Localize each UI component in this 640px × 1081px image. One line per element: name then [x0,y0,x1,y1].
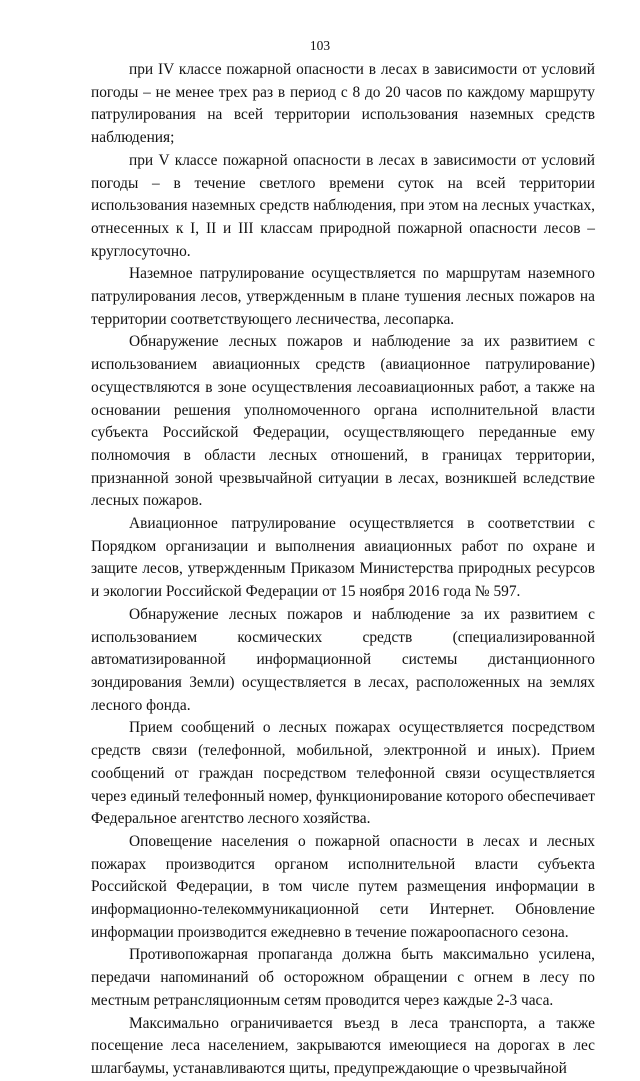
page-number: 103 [309,38,331,53]
paragraph-5: Авиационное патрулирование осуществляется в соответствии с Порядком организации и выполнения авиационных работ по охране и защите лесов, утвержденным Приказом Министерства природных ресурсов и экологии Российской Федерации от 15 ноября 2016 года № 597. [91,515,595,601]
paragraph-3: Наземное патрулирование осуществляется по маршрутам наземного патрулирования лесов, утвержденным в плане тушения лесных пожаров на территории соответствующего лесничества, лесопарка. [91,265,595,328]
paragraph-9: Противопожарная пропаганда должна быть максимально усилена, передачи напоминаний об осторожном обращении с огнем в лесу по местным ретрансляционным сетям проводится через каждые 2-3 часа. [91,946,595,1009]
paragraph-1: при IV классе пожарной опасности в лесах в зависимости от условий погоды – не менее трех раз в период с 8 до 20 часов по каждому маршруту патрулирования на всей территории использования наземных средств наблюдения; [91,61,595,147]
paragraph-10: Максимально ограничивается въезд в леса транспорта, а также посещение леса населением, закрываются имеющиеся на дорогах в лес шлагбаумы, устанавливаются щиты, предупреждающие о чрезвычайной [91,1014,595,1077]
paragraph-6: Обнаружение лесных пожаров и наблюдение за их развитием с использованием космических средств (специализированной автоматизированной информационной системы дистанционного зондирования Земли) осуществляется в лесах, расположенных на землях лесного фонда. [91,605,595,714]
document-body [91,59,595,1081]
paragraph-4: Обнаружение лесных пожаров и наблюдение за их развитием с использованием авиационных средств (авиационное патрулирование) осуществляются в зоне осуществления лесоавиационных работ, а также на основании решения уполномоченного органа исполнительной власти субъекта Российской Федерации, осуществляющего переданные ему полномочия в области лесных отношений, в границах территории, признанной зоной чрезвычайной ситуации в лесах, возникшей вследствие лесных пожаров. [91,333,595,510]
paragraph-8: Оповещение населения о пожарной опасности в лесах и лесных пожарах производится органом исполнительной власти субъекта Российской Федерации, в том числе путем размещения информации в информационно-телекоммуникационной сети Интернет. Обновление информации производится ежедневно в течение пожароопасного сезона. [91,832,595,941]
paragraph-7: Прием сообщений о лесных пожарах осуществляется посредством средств связи (телефонной, мобильной, электронной и иных). Прием сообщений от граждан посредством телефонной связи осуществляется через единый телефонный номер, функционирование которого обеспечивает Федеральное агентство лесного хозяйства. [91,719,595,828]
paragraph-2: при V классе пожарной опасности в лесах в зависимости от условий погоды – в течение светлого времени суток на всей территории использования наземных средств наблюдения, при этом на лесных участках, отнесенных к I, II и III классам природной пожарной опасности лесов – круглосуточно. [91,151,595,260]
